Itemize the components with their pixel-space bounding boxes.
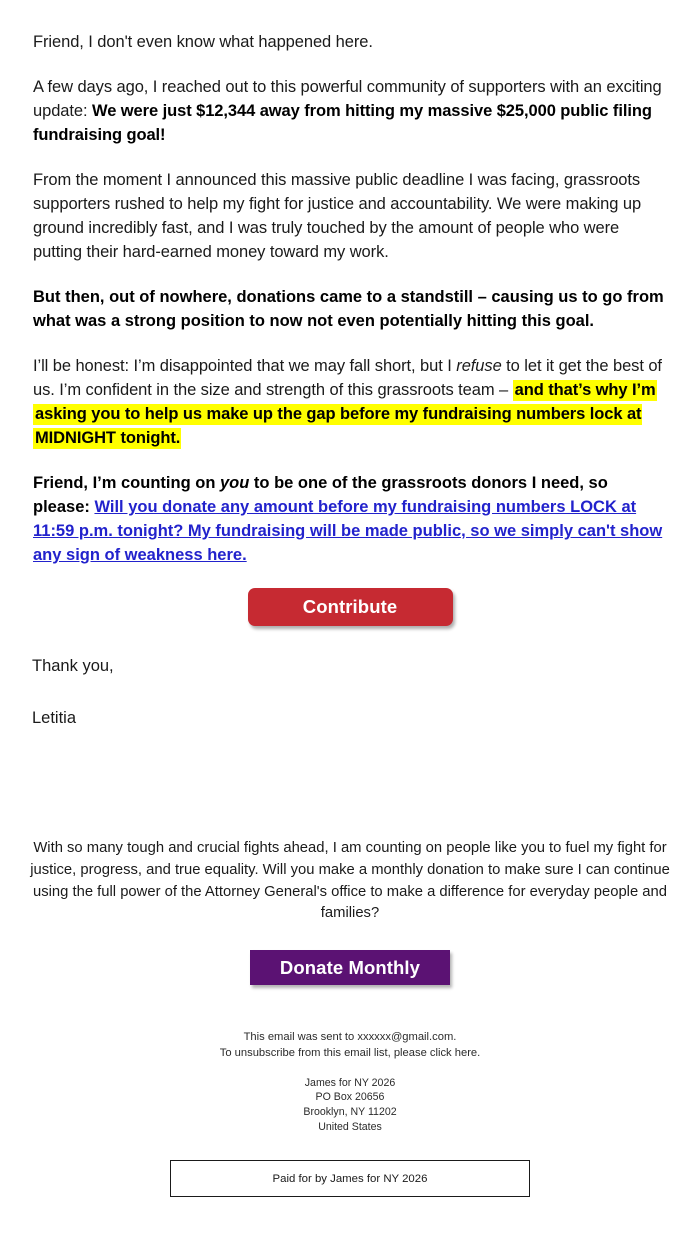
contribute-button-row [0,588,700,626]
footer-sent-to: This email was sent to xxxxxx@gmail.com. [243,1031,457,1043]
paragraph-honest [33,354,668,450]
paragraph-standstill: But then, out of nowhere, donations came to a standstill – causing us to go from what was a strong position to now not even potentially hitting this goal. [33,288,664,330]
email-footer [0,1030,700,1197]
footer-unsubscribe[interactable]: To unsubscribe from this email list, please click here. [219,1046,481,1059]
paragraph-honest-part1: I’ll be honest: I’m disappointed that we may fall short, but I [33,357,457,375]
paragraph-update-emphasis: We were just $12,344 away from hitting my massive $25,000 public filing fundraising goal! [33,102,652,144]
paragraph-update-lead: A few days ago, I reached out to this powerful community of supporters with an exciting update: [33,78,662,120]
paragraph-intro: Friend, I don't even know what happened here. [33,33,373,51]
paragraph-update [33,75,668,147]
paragraph-honest-part2: to let it get the best of us. I’m confident in the size and strength of this grassroots team – [33,357,662,399]
cta-paragraph-part2: to be one of the grassroots donors I need, so please: [33,474,608,516]
signature-name: Letitia [32,709,77,727]
paid-for-by-box [170,1160,530,1197]
footer-address-line2: Brooklyn, NY 11202 [303,1106,397,1119]
letter-content [0,0,700,567]
footer-country: United States [318,1120,382,1133]
vertical-spacer [0,730,700,838]
contribute-button[interactable]: Contribute [248,588,453,626]
footer-org-name: James for NY 2026 [304,1076,396,1089]
cta-paragraph-italic: you [220,474,250,492]
footer-address-line1: PO Box 20656 [315,1091,385,1104]
paid-for-by-text: Paid for by James for NY 2026 [272,1173,428,1186]
highlighted-deadline-text: and that’s why I’m asking you to help us make up the gap before my fundraising numbers lock at MIDNIGHT tonight. [35,381,656,447]
paragraph-call-to-action [33,471,668,567]
donate-monthly-button[interactable]: Donate Monthly [250,950,450,985]
donate-inline-link[interactable]: Will you donate any amount before my fundraising numbers LOCK at 11:59 p.m. tonight? My fundraising will be made public, so we simply can't show any sign of weakness here. [33,498,663,564]
cta-paragraph-part1: Friend, I’m counting on [33,474,220,492]
paragraph-honest-italic: refuse [456,357,502,375]
paragraph-momentum: From the moment I announced this massive public deadline I was facing, grassroots supporters rushed to help my fight for justice and accountability. We were making up ground incredibly fast, and I was truly touched by the amount of people who were putting their hard-earned money toward my work. [33,171,642,261]
thank-you-line: Thank you, [32,657,114,675]
signature-block [0,654,700,730]
monthly-donation-ask: With so many tough and crucial fights ahead, I am counting on people like you to fuel my fight for justice, progress, and true equality. Will you make a monthly donation to make sure I can continue using the full power of the Attorney General's office to make a difference for everyday people and families? [30,840,670,922]
donate-monthly-button-row [0,950,700,985]
